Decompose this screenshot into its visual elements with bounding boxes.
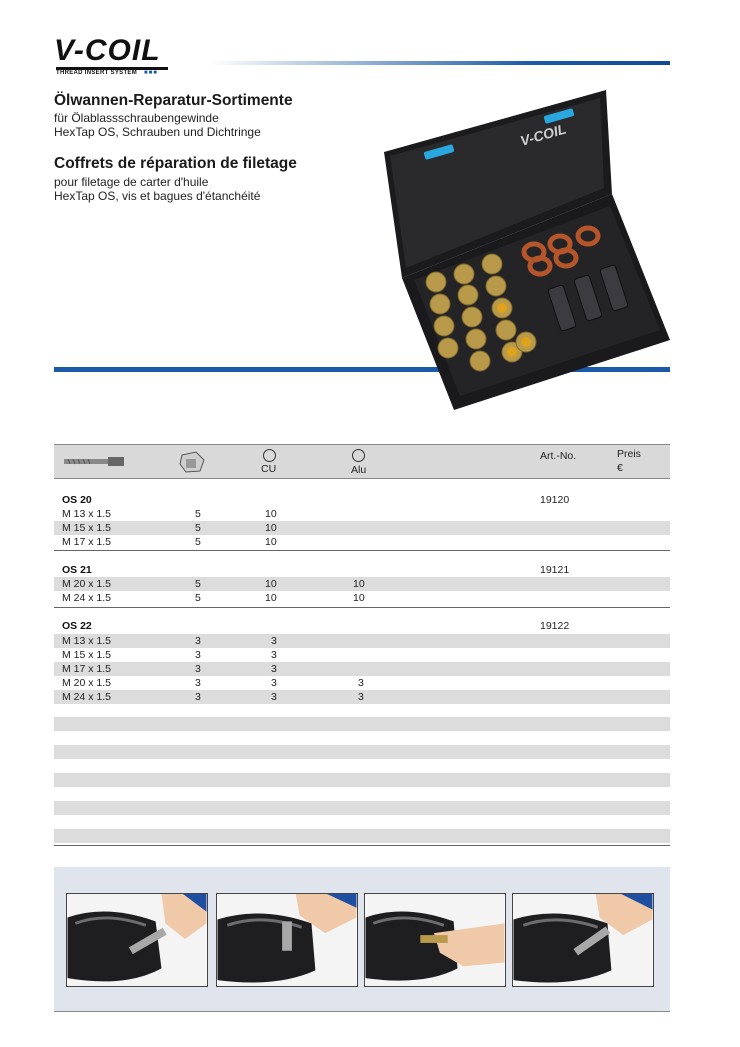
cell-cu: 10 [265,536,277,548]
group-title-os20: OS 20 [62,494,92,506]
empty-table-row [54,717,670,731]
cell-qty: 5 [195,536,201,548]
brand-name: V-COIL [54,34,161,67]
cell-alu: 10 [353,578,365,590]
table-header [54,444,670,479]
header-art-no: Art.-No. [540,450,577,462]
subtitle-german-line2: HexTap OS, Schrauben und Dichtringe [54,125,261,139]
tool-case-image [384,90,670,410]
cell-qty: 5 [195,508,201,520]
empty-table-row [54,773,670,787]
cell-qty: 3 [195,649,201,661]
cell-cu: 10 [265,592,277,604]
cell-alu: 10 [353,592,365,604]
subtitle-german-line1: für Ölablassschraubengewinde [54,111,219,125]
group-separator [54,607,670,608]
table-row [54,507,670,521]
table-row [54,521,670,535]
copper-ring-icon [263,449,276,462]
subtitle-french-line1: pour filetage de carter d'huile [54,175,209,189]
drain-plug-icon [178,451,206,473]
group-separator [54,550,670,551]
oil-pan-repair-photo [512,893,654,987]
cell-qty: 3 [195,691,201,703]
cell-cu: 3 [271,635,277,647]
brand-tagline: THREAD INSERT SYSTEM [56,70,138,76]
cell-cu: 10 [265,522,277,534]
cell-qty: 3 [195,677,201,689]
table-bottom-rule [54,845,670,846]
header-price: Preis [617,448,641,460]
group-art-no-os22: 19122 [540,620,570,632]
cell-qty: 5 [195,592,201,604]
empty-table-row [54,801,670,815]
cell-size: M 13 x 1.5 [62,508,112,520]
hextap-icon [64,457,124,466]
table-row [54,690,670,704]
cell-qty: 3 [195,663,201,675]
cell-qty: 5 [195,578,201,590]
header-cu: CU [261,463,277,475]
cell-size: M 24 x 1.5 [62,691,112,703]
cell-cu: 3 [271,677,277,689]
table-row [54,648,670,662]
table-row [54,676,670,690]
table-row [54,577,670,591]
case-lid-logo: V-COIL [518,120,568,149]
oil-pan-repair-photo [66,893,208,987]
cell-cu: 3 [271,649,277,661]
empty-table-row [54,829,670,843]
table-row [54,634,670,648]
cell-cu: 10 [265,578,277,590]
brand-dots: ■■■ [144,70,158,76]
brand-logo [54,36,174,76]
header-gradient-line [210,61,670,65]
group-title-os21: OS 21 [62,564,92,576]
cell-cu: 3 [271,691,277,703]
cell-size: M 15 x 1.5 [62,522,112,534]
table-row [54,591,670,605]
cell-size: M 13 x 1.5 [62,635,112,647]
cell-qty: 5 [195,522,201,534]
title-german: Ölwannen-Reparatur-Sortimente [54,92,293,109]
title-french: Coffrets de réparation de filetage [54,155,297,172]
cell-alu: 3 [358,677,364,689]
cell-size: M 17 x 1.5 [62,663,112,675]
empty-table-row [54,745,670,759]
oil-pan-repair-photo [364,893,506,987]
table-row [54,662,670,676]
cell-qty: 3 [195,635,201,647]
subtitle-french-line2: HexTap OS, vis et bagues d'étanchéité [54,189,261,203]
cell-size: M 17 x 1.5 [62,536,112,548]
group-art-no-os20: 19120 [540,494,570,506]
group-art-no-os21: 19121 [540,564,570,576]
oil-pan-repair-photo [216,893,358,987]
aluminium-ring-icon [352,449,365,462]
cell-cu: 10 [265,508,277,520]
cell-size: M 24 x 1.5 [62,592,112,604]
table-row [54,535,670,549]
header-alu: Alu [351,464,367,476]
header-currency: € [617,462,623,474]
group-title-os22: OS 22 [62,620,92,632]
usage-photo-strip [54,867,670,1012]
cell-size: M 20 x 1.5 [62,677,112,689]
cell-size: M 15 x 1.5 [62,649,112,661]
cell-size: M 20 x 1.5 [62,578,112,590]
cell-alu: 3 [358,691,364,703]
cell-cu: 3 [271,663,277,675]
